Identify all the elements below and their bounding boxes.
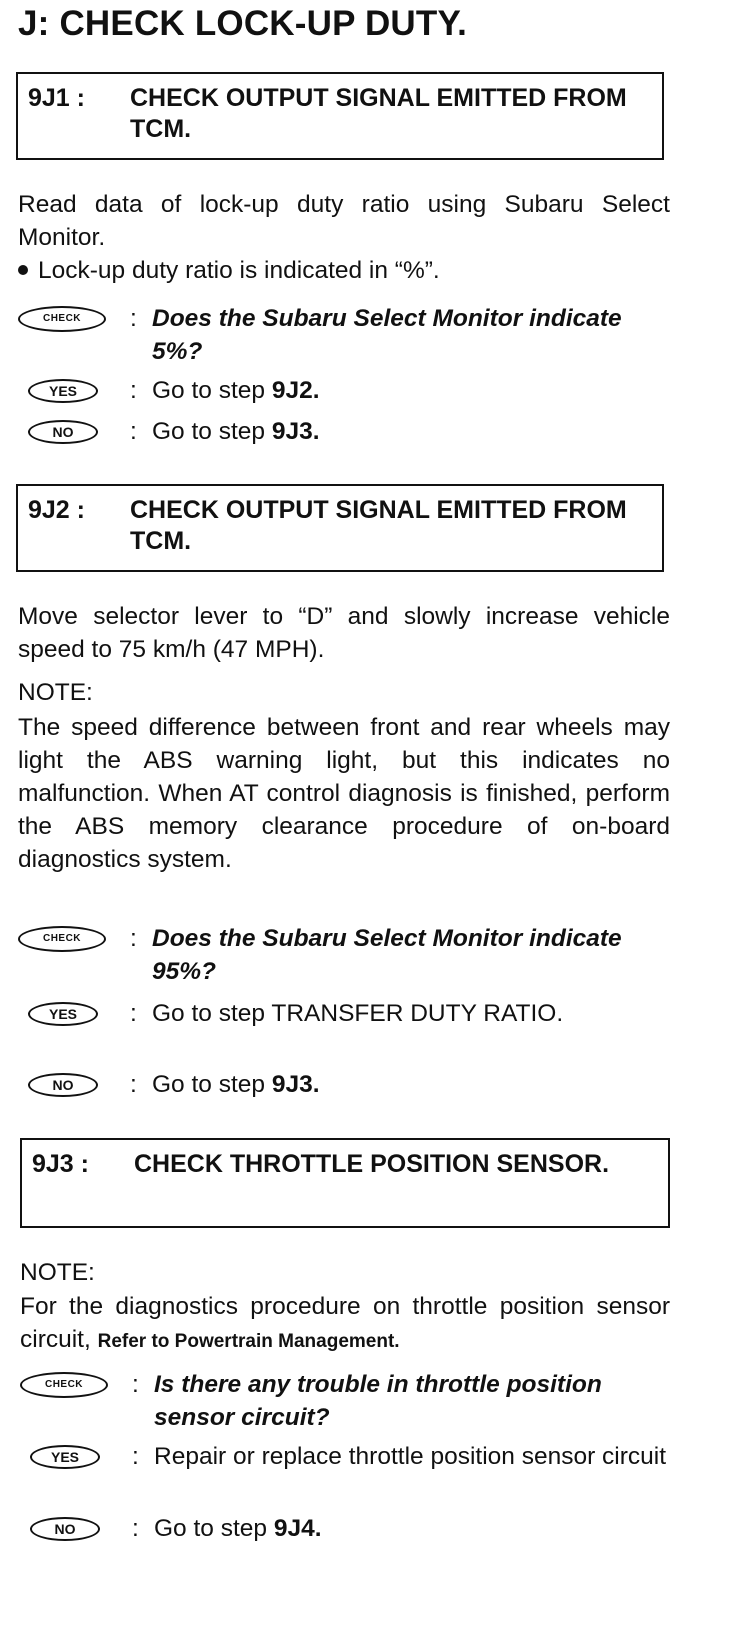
no-action-text: Go to step [154, 1515, 268, 1542]
step-id: 9J3 : [32, 1150, 89, 1178]
separator-colon: : [130, 377, 137, 404]
check-question: Does the Subaru Select Monitor indicate 95%? [152, 925, 622, 985]
no-action [152, 415, 670, 448]
no-row [18, 1068, 670, 1101]
yes-badge-icon: YES [30, 1445, 100, 1469]
yes-badge-icon: YES [28, 1002, 98, 1026]
no-action-text: Go to step [152, 418, 266, 445]
no-badge-icon: NO [30, 1517, 100, 1541]
step-link-9j2[interactable]: 9J2. [271, 377, 320, 404]
step-instruction: Move selector lever to “D” and slowly increase vehicle speed to 75 km/h (47 MPH). [18, 603, 670, 663]
separator-colon: : [132, 1371, 139, 1398]
no-row [18, 415, 670, 448]
bullet-item [18, 254, 670, 287]
separator-colon: : [130, 1071, 137, 1098]
check-question: Does the Subaru Select Monitor indicate 5%? [152, 305, 622, 365]
yes-row [20, 1440, 672, 1506]
yes-action-text: Go to step [152, 377, 266, 404]
step-title: CHECK THROTTLE POSITION SENSOR. [134, 1150, 610, 1178]
check-question: Is there any trouble in throttle position sensor circuit? [154, 1371, 602, 1431]
separator-colon: : [130, 305, 137, 332]
no-action [154, 1512, 672, 1545]
yes-badge-icon: YES [28, 379, 98, 403]
yes-row [18, 374, 670, 407]
note-body: For the diagnostics procedure on throttle position sensor circuit, [20, 1293, 670, 1353]
check-badge-icon: CHECK [18, 926, 106, 952]
step-title: CHECK OUTPUT SIGNAL EMITTED FROM TCM. [130, 84, 627, 143]
note-label: NOTE: [20, 1259, 95, 1286]
step-title: CHECK OUTPUT SIGNAL EMITTED FROM TCM. [130, 496, 627, 555]
note-text [20, 1290, 670, 1358]
step-link-9j3[interactable]: 9J3. [271, 1071, 320, 1098]
bullet-text: Lock-up duty ratio is indicated in “%”. [38, 257, 440, 284]
check-badge-icon: CHECK [18, 306, 106, 332]
step-id: 9J2 : [28, 496, 85, 524]
separator-colon: : [132, 1443, 139, 1470]
check-row [18, 922, 670, 988]
note-label: NOTE: [18, 679, 93, 706]
separator-colon: : [130, 418, 137, 445]
no-action-text: Go to step [152, 1071, 266, 1098]
no-badge-icon: NO [28, 1073, 98, 1097]
page-title: J: CHECK LOCK-UP DUTY. [18, 4, 468, 43]
step-header-9j2 [16, 484, 664, 572]
step-link-9j4[interactable]: 9J4. [273, 1515, 322, 1542]
separator-colon: : [130, 925, 137, 952]
step-link-9j3[interactable]: 9J3. [271, 418, 320, 445]
no-badge-icon: NO [28, 420, 98, 444]
note-text: The speed difference between front and rear wheels may light the ABS warning light, but this indicates no malfunction. When AT control diagnosis is finished, perform the ABS memory clearance procedure of on-board diagnostics system. [18, 714, 670, 873]
step-header-9j3 [20, 1138, 670, 1228]
yes-action: Go to step TRANSFER DUTY RATIO. [152, 1000, 564, 1027]
yes-action [152, 374, 670, 407]
step-header-9j1 [16, 72, 664, 160]
powertrain-reference-link[interactable]: Refer to Powertrain Management. [97, 1331, 400, 1352]
check-row [20, 1368, 672, 1434]
yes-row [18, 997, 670, 1030]
yes-action: Repair or replace throttle position sensor circuit [154, 1443, 667, 1470]
separator-colon: : [130, 1000, 137, 1027]
no-action [152, 1068, 670, 1101]
step-instruction: Read data of lock-up duty ratio using Subaru Select Monitor. [18, 191, 670, 251]
check-row [18, 302, 670, 368]
separator-colon: : [132, 1515, 139, 1542]
check-badge-icon: CHECK [20, 1372, 108, 1398]
step-id: 9J1 : [28, 84, 85, 112]
no-row [20, 1512, 672, 1545]
bullet-dot-icon [18, 265, 28, 275]
